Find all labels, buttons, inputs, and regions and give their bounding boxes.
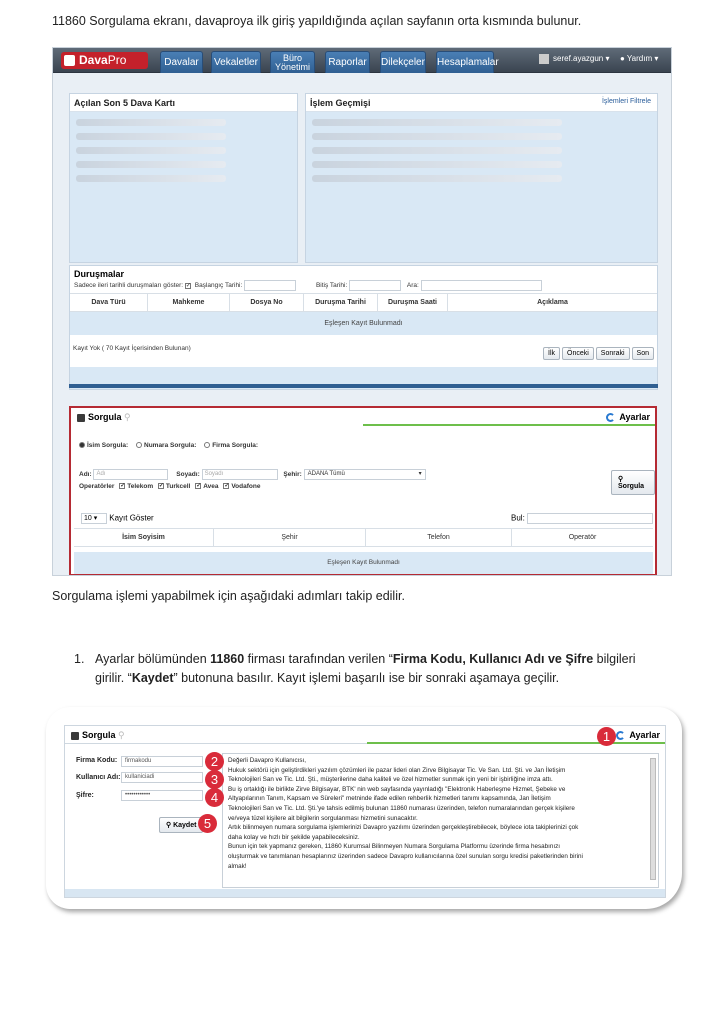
page-size-select[interactable]: 10 ▾ bbox=[81, 513, 107, 524]
sifre-input[interactable]: •••••••••••• bbox=[121, 790, 203, 801]
logo-brand: Dava bbox=[79, 53, 108, 67]
col-aciklama[interactable]: Açıklama bbox=[537, 299, 568, 306]
user-menu[interactable]: seref.ayazgun ▾ bbox=[539, 54, 610, 64]
message-line: Artık bilinmeyen numara sorgulama işlemlerinizi Davapro yazılımı üzerinden gerçekleştirebilecek, böylece iota takiplerinizi çok bbox=[228, 824, 579, 832]
intro-paragraph: 11860 Sorgulama ekranı, davaproya ilk giriş yapıldığında açılan sayfanın orta kısmında bulunur. bbox=[52, 14, 582, 28]
pager-prev[interactable]: Önceki bbox=[562, 347, 594, 360]
pager-next[interactable]: Sonraki bbox=[596, 347, 630, 360]
hearings-header bbox=[70, 266, 657, 293]
soyad-input[interactable]: Soyadı bbox=[202, 469, 278, 480]
operators-label: Operatörler bbox=[79, 483, 115, 490]
step-bold-11860: 11860 bbox=[210, 652, 245, 666]
table-search-input[interactable] bbox=[527, 513, 653, 524]
hearings-table-header bbox=[70, 293, 657, 312]
kullanici-adi-input[interactable]: kullaniciadi bbox=[121, 772, 203, 783]
hearings-search-input[interactable] bbox=[421, 280, 542, 291]
radio-isim-label: İsim Sorgula: bbox=[87, 442, 129, 449]
message-scrollbar[interactable] bbox=[650, 758, 656, 880]
settings-footer-bar bbox=[65, 889, 665, 897]
page-size-control bbox=[81, 513, 154, 524]
col-sehir[interactable]: Şehir bbox=[214, 529, 366, 546]
logo-suffix: Pro bbox=[107, 53, 127, 67]
col-mahkeme[interactable]: Mahkeme bbox=[148, 294, 230, 311]
instructions-paragraph: Sorgulama işlemi yapabilmek için aşağıdaki adımları takip edilir. bbox=[52, 589, 405, 603]
info-message-box[interactable] bbox=[222, 753, 659, 888]
tab-vekaletler[interactable]: Vekaletler bbox=[211, 51, 261, 73]
radio-numara[interactable] bbox=[136, 442, 142, 448]
message-line: Teknolojileri San ve Tic. Ltd. Şti., müşterilerine daha kaliteli ve özel hizmetler sunmak için yeni bir işbirliğine imza attı. bbox=[228, 776, 553, 784]
sorgula-button[interactable] bbox=[611, 470, 655, 495]
pager-last[interactable]: Son bbox=[632, 347, 654, 360]
search-icon: ⚲ bbox=[118, 730, 125, 740]
firma-kodu-input[interactable]: firmakodu bbox=[121, 756, 203, 767]
step-text-2: firması tarafından verilen “ bbox=[244, 652, 393, 666]
help-menu[interactable]: ● Yardım ▾ bbox=[620, 54, 659, 63]
soyad-label: Soyadı: bbox=[176, 471, 200, 479]
hearings-pager bbox=[541, 342, 654, 360]
history-filter-link[interactable]: İşlemleri Filtrele bbox=[601, 98, 651, 105]
app-screenshot bbox=[52, 47, 672, 576]
radio-firma-label: Firma Sorgula: bbox=[212, 442, 259, 449]
name-search-row bbox=[79, 469, 426, 480]
radio-firma[interactable] bbox=[204, 442, 210, 448]
operator-telekom: Telekom bbox=[127, 483, 154, 490]
ad-label: Adı: bbox=[79, 471, 92, 479]
hearings-filter-row bbox=[74, 280, 653, 291]
end-date-input[interactable] bbox=[349, 280, 401, 291]
col-operator[interactable]: Operatör bbox=[568, 534, 597, 541]
operator-avea-checkbox[interactable]: ✓ bbox=[196, 483, 202, 490]
history-panel bbox=[305, 93, 658, 263]
sehir-select[interactable] bbox=[304, 469, 426, 480]
col-durusma-tarihi[interactable]: Duruşma Tarihi bbox=[304, 294, 378, 311]
tab-dilekceler[interactable]: Dilekçeler bbox=[380, 51, 426, 73]
results-table-header bbox=[74, 528, 653, 547]
davapro-logo[interactable] bbox=[61, 52, 148, 69]
sifre-label: Şifre: bbox=[76, 792, 94, 799]
help-icon: ● bbox=[620, 54, 625, 63]
only-future-checkbox[interactable]: ✓ bbox=[185, 282, 191, 289]
radio-numara-label: Numara Sorgula: bbox=[144, 442, 197, 449]
sorgula-title: Sorgula bbox=[88, 412, 122, 422]
marker-2: 2 bbox=[205, 752, 224, 771]
message-line: Bunun için tek yapmanız gereken, 11860 Kurumsal Bilinmeyen Numara Sorgulama Platformu üzerinde firma hesabınızı bbox=[228, 843, 561, 851]
header-tab-line bbox=[71, 424, 363, 426]
settings-title: Sorgula bbox=[82, 730, 116, 740]
operator-avea: Avea bbox=[203, 483, 219, 490]
operator-turkcell-checkbox[interactable]: ✓ bbox=[158, 483, 164, 490]
marker-3: 3 bbox=[205, 770, 224, 789]
tab-buro-line2: Yönetimi bbox=[274, 62, 310, 72]
step-text-3: bilgileri girilir. “ bbox=[95, 652, 636, 685]
avatar-icon bbox=[539, 54, 549, 64]
recent-cases-panel bbox=[69, 93, 298, 263]
phone-book-icon bbox=[71, 732, 79, 740]
col-dava-turu[interactable]: Dava Türü bbox=[70, 294, 148, 311]
sorgula-header bbox=[71, 408, 655, 426]
blurred-row bbox=[312, 147, 562, 154]
tab-hesaplamalar[interactable]: Hesaplamalar bbox=[436, 51, 494, 73]
blurred-row bbox=[312, 133, 562, 140]
tab-buro-yonetimi[interactable] bbox=[270, 51, 315, 73]
col-telefon[interactable]: Telefon bbox=[366, 529, 512, 546]
hearings-bottom-bar bbox=[69, 384, 658, 388]
kaydet-button[interactable] bbox=[159, 817, 203, 833]
message-line: Bu iş ortaklığı ile birlikte Zirve Bilgisayar, BTK' nin web sayfasında yayınladığı "Elektronik Haberleşme Hizmet, Şebeke ve bbox=[228, 785, 566, 793]
tab-davalar[interactable]: Davalar bbox=[160, 51, 203, 73]
hearings-status: Kayıt Yok ( 70 Kayıt İçerisinden Bulunan) bbox=[73, 345, 191, 352]
help-label: Yardım bbox=[626, 54, 653, 63]
step-bold-kaydet: Kaydet bbox=[131, 671, 174, 685]
step-number: 1. bbox=[74, 652, 85, 666]
refresh-icon bbox=[606, 413, 615, 422]
col-dosya-no[interactable]: Dosya No bbox=[230, 294, 304, 311]
search-icon: ⚲ bbox=[124, 412, 131, 422]
kaydet-label: Kaydet bbox=[173, 822, 197, 829]
operator-vodafone: Vodafone bbox=[231, 483, 261, 490]
kullanici-adi-label: Kullanıcı Adı: bbox=[76, 774, 121, 781]
start-date-label: Başlangıç Tarihi: bbox=[194, 282, 243, 290]
only-future-label: Sadece ileri tarihli duruşmaları göster: bbox=[74, 282, 184, 290]
hearings-panel bbox=[69, 265, 658, 390]
hearings-footer bbox=[70, 335, 657, 367]
sorgula-highlight bbox=[69, 406, 657, 576]
phone-book-icon bbox=[77, 414, 85, 422]
col-durusma-saati[interactable]: Duruşma Saati bbox=[378, 294, 448, 311]
marker-1: 1 bbox=[597, 727, 616, 746]
search-icon: ⚲ bbox=[618, 476, 624, 483]
blurred-row bbox=[312, 161, 562, 168]
sehir-label: Şehir: bbox=[283, 471, 302, 479]
marker-5: 5 bbox=[198, 814, 217, 833]
blurred-row bbox=[76, 147, 226, 154]
message-line: daha kolay ve hızlı bir şekilde yapabileceksiniz. bbox=[228, 833, 360, 841]
message-line: Değerli Davapro Kullanıcısı, bbox=[228, 757, 307, 764]
header-accent-line bbox=[367, 742, 665, 744]
ayarlar-button[interactable] bbox=[606, 412, 650, 422]
operator-vodafone-checkbox[interactable]: ✓ bbox=[224, 483, 230, 490]
message-line: Hukuk sektörü için geliştirdikleri yazılım çözümleri ile pazar lideri olan Zirve Bilgisayar Tic. Ve San. Ltd. Şti. ve Jan İletişim bbox=[228, 766, 566, 774]
message-line: oluşturmak ve tanımlanan hesaplarınız üzerinden sadece Davapro kullanıcılarına özel sunulan sorgu kredisi paketlerinden birini bbox=[228, 852, 583, 860]
sorgula-button-label: Sorgula bbox=[618, 483, 645, 490]
hearings-search-label: Ara: bbox=[406, 282, 419, 290]
firma-kodu-label: Firma Kodu: bbox=[76, 757, 118, 764]
message-line: Altyapılarının Tanım, Kapsam ve Süreleri" metninde ifade edilen rehberlik hizmetleri tanımı kapsamında, Jan İletişim bbox=[228, 795, 551, 803]
marker-4: 4 bbox=[205, 788, 224, 807]
blurred-row bbox=[76, 133, 226, 140]
search-type-radios bbox=[79, 442, 258, 449]
page-size-value: 10 bbox=[84, 515, 92, 522]
operator-turkcell: Turkcell bbox=[165, 483, 191, 490]
settings-ayarlar-label: Ayarlar bbox=[629, 730, 660, 740]
end-date-label: Bitiş Tarihi: bbox=[315, 282, 348, 290]
blurred-row bbox=[76, 175, 226, 182]
operators-row bbox=[79, 483, 260, 490]
sehir-value: ADANA Tümü bbox=[307, 471, 345, 477]
step-1 bbox=[74, 650, 636, 685]
user-name: seref.ayazgun bbox=[553, 54, 604, 64]
step-1-text bbox=[95, 650, 655, 688]
logo-icon bbox=[64, 55, 75, 66]
blurred-row bbox=[312, 175, 562, 182]
refresh-icon bbox=[616, 731, 625, 740]
table-search-label: Bul: bbox=[511, 513, 525, 523]
header-accent-line bbox=[363, 424, 655, 426]
search-icon: ⚲ bbox=[166, 822, 172, 829]
tab-buro-line1: Büro bbox=[282, 53, 302, 63]
settings-panel bbox=[64, 725, 666, 898]
chevron-down-icon: ▾ bbox=[418, 471, 422, 477]
page-size-label: Kayıt Göster bbox=[109, 513, 154, 523]
start-date-input[interactable] bbox=[244, 280, 296, 291]
top-nav bbox=[53, 48, 671, 73]
settings-ayarlar-button[interactable] bbox=[616, 730, 660, 740]
message-line: ve/veya tüzel kişilere ait bilgilerin sorgulanması hizmetini sunacaktır. bbox=[228, 814, 418, 822]
step-bold-credentials: Firma Kodu, Kullanıcı Adı ve Şifre bbox=[392, 652, 594, 666]
radio-isim[interactable] bbox=[79, 442, 85, 448]
tab-raporlar[interactable]: Raporlar bbox=[325, 51, 370, 73]
history-title: İşlem Geçmişi bbox=[306, 94, 657, 112]
blurred-row bbox=[76, 119, 226, 126]
blurred-row bbox=[76, 161, 226, 168]
hearings-empty: Eşleşen Kayıt Bulunmadı bbox=[324, 320, 403, 327]
settings-header bbox=[65, 726, 665, 744]
blurred-row bbox=[312, 119, 562, 126]
hearings-title: Duruşmalar bbox=[74, 269, 125, 279]
recent-cases-title: Açılan Son 5 Dava Kartı bbox=[70, 94, 297, 112]
table-search bbox=[511, 513, 653, 524]
ad-input[interactable]: Adı bbox=[93, 469, 168, 480]
ayarlar-label: Ayarlar bbox=[619, 412, 650, 422]
col-isim-soyisim[interactable]: İsim Soyisim bbox=[74, 529, 214, 546]
results-empty: Eşleşen Kayıt Bulunmadı bbox=[74, 552, 653, 574]
operator-telekom-checkbox[interactable]: ✓ bbox=[120, 483, 126, 490]
settings-screenshot bbox=[46, 707, 682, 909]
pager-first[interactable]: İlk bbox=[543, 347, 560, 360]
step-text-4: ” butonuna basılır. Kayıt işlemi başarılı ise bir sonraki aşamaya geçilir. bbox=[173, 671, 560, 685]
message-line: Teknolojileri San ve Tic. Ltd. Şti.'ye tahsis edilmiş bulunan 11860 numarası üzerinden, telefon numaralarından gerçek kişilere bbox=[228, 804, 575, 812]
step-text-1: Ayarlar bölümünden bbox=[95, 652, 211, 666]
message-line: almak! bbox=[228, 862, 247, 870]
